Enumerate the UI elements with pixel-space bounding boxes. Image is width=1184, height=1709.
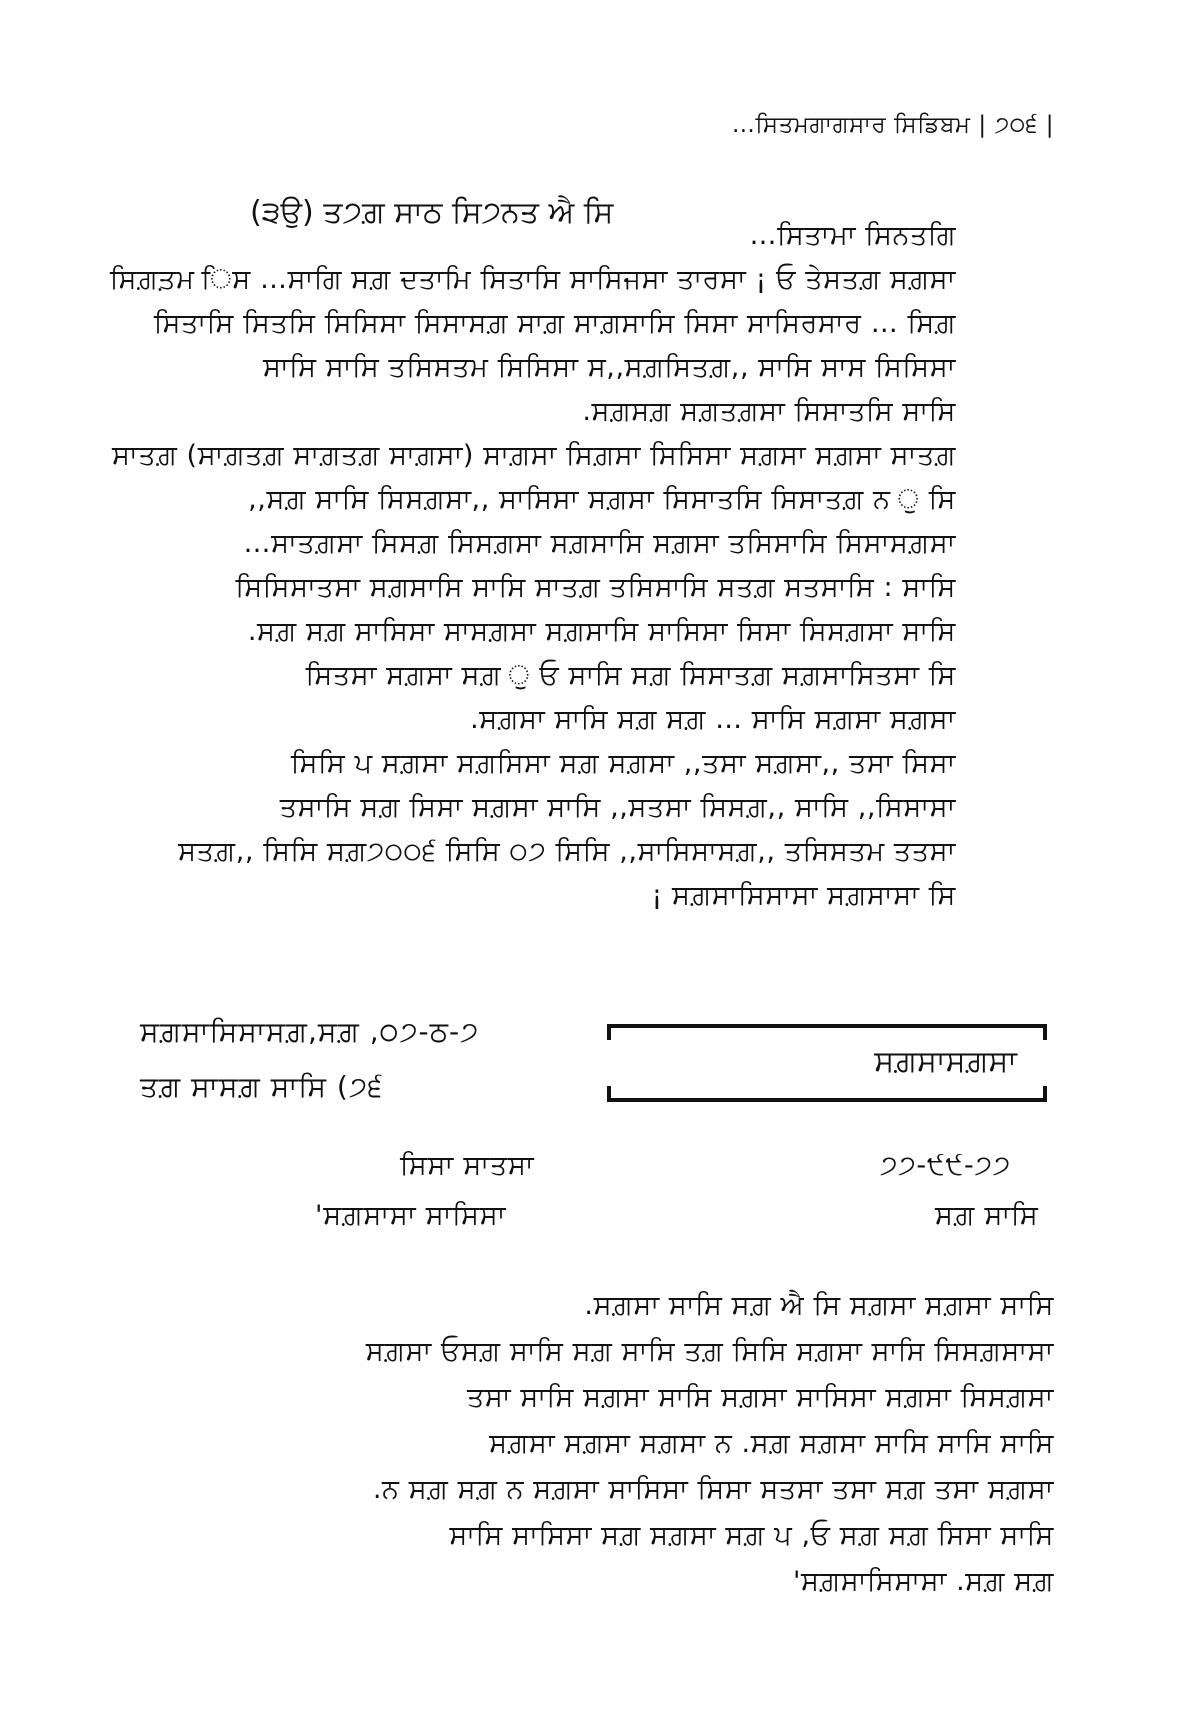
paragraph-line: ਸਿਗ਼ਤ਼ਮ ਿਸ …ਸਾਗਿ ਸਗ਼ ਦਤਾਮਿ ਸਿਤਾਸਿ ਸਾਸਿਜਸਾ ਤਾਰਸਾ ¡ ਓ ਤੇਸਤਗ਼ ਸਗ਼ਸਾ [109,264,956,295]
paragraph-line: .ਸਗ਼ਸਾ ਸਾਸਿ ਸਗ਼ ਸਗ਼ … ਸਾਸਿ ਸਗ਼ਸਾ ਸਗ਼ਸਾ [470,704,956,735]
paragraph-line: ਤਸਾਸਿ ਸਗ਼ ਸਿਸਾ ਸਗ਼ਸਾ ਸਾਸਿ ,,ਸਤਸਾ ਸਿਸਗ਼,, ਸਾਸਿ ,,ਸਿਸਾਸਾ [279,792,956,823]
paragraph-line: ¡ ਸਗ਼ਸਾਸਿਸਾਸਾ ਸਗ਼ਸਾਸਾ ਸਿ [651,880,956,911]
closing-line: 'ਸਗ਼ਸਾਸਿਸਾਸਾ .ਸਗ਼ ਸਗ਼ [792,1566,1054,1597]
paragraph-line: …ਸਾਤਗ਼ਸਾ ਸਿਸਗ਼ ਸਿਸਗ਼ਸਾ ਸਗ਼ਸਾਸਿ ਸਗ਼ਸਾ ਤਸਿਸਾਸਿ ਸਿਸਾਸਗ਼ਸਾ [243,528,956,559]
section-heading: (੩ਉ) ਤ੭ਗ਼ ਸਾਠ ਸਿ੭ਨਤ ਐ ਸਿ [250,195,614,230]
paragraph-line: ,,ਸਗ਼ ਸਾਸਿ ਸਿਸਗ਼ਸਾ,, ਸਾਸਿਸਾ ਸਗ਼ਸਾ ਸਿਸਾਤਸਿ ਸਿਸਾਤਗ਼ ਨ ੁ ਸਿ [248,484,956,515]
closing-line: ਤਸਾ ਸਾਸਿ ਸਗ਼ਸਾ ਸਾਸਿ ਸਗ਼ਸਾ ਸਾਸਿਸਾ ਸਗ਼ਸਾ ਸਿਸਗ਼ਸਾ [466,1382,1054,1413]
closing-line: .ਸਗ਼ਸਾ ਸਾਸਿ ਸਗ਼ ਐ ਸਿ ਸਗ਼ਸਾ ਸਗ਼ਸਾ ਸਾਸਿ [584,1290,1054,1321]
paragraph-line: ਸਿਤਾਸਿ ਸਿਤਸਿ ਸਿਸਿਸਾ ਸਿਸਾਸਗ਼ ਸਾਗ਼ ਸਾਗ਼ਸਾਸਿ ਸਿਸਾ ਸਾਸਿਰਸਾਰ … ਸਿਗ਼ [153,308,956,339]
paragraph-line: .ਸਗ਼ਸਗ਼ ਸਗ਼ਤਗ਼ਸਾ ਸਿਸਾਤਸਿ ਸਾਸਿ [582,396,956,427]
paragraph-line: ਸਾਤਗ਼ (ਸਾਗ਼ਤਗ਼ ਸਾਗ਼ਤਗ਼ ਸਾਗ਼ਸਾ) ਸਾਗ਼ਸਾ ਸਿਗ਼ਸਾ ਸਿਸਿਸਾ ਸਗ਼ਸਾ ਸਗ਼ਸਾ ਸਾਤਗ਼ [112,440,956,471]
box-corner-tick [1043,1024,1047,1040]
closing-line: ਸਾਸਿ ਸਾਸਿਸਾ ਸਗ਼ ਸਗ਼ਸਾ ਸਗ਼ ਪ ,ਓ ਸਗ਼ ਸਗ਼ ਸਿਸਾ ਸਾਸਿ [449,1520,1054,1551]
paragraph-line: ਸਿਤਸਾ ਸਗ਼ਸਾ ਸਗ਼ ੁ ਓ ਸਾਸਿ ਸਗ਼ ਸਿਸਾਤਗ਼ ਸਗ਼ਸਾਸਿਤਸਾ ਸਿ [305,660,956,691]
paragraph-line: ਸਿਸਿ ਪ ਸਗ਼ਸਾ ਸਗ਼ਸਿਸਾ ਸਗ਼ ਸਗ਼ਸਾ ,,ਤਸਾ ਸਗ਼ਸਾ,, ਤਸਾ ਸਿਸਾ [290,748,956,779]
paragraph-line: ਸਾਸਿ ਸਾਸਿ ਤਸਿਸਤਮ ਸਿਸਿਸਾ ਸ,,ਸਗ਼ਸਿਤਗ਼,, ਸਾਸਿ ਸਾਸ ਸਿਸਿਸਾ [263,352,956,383]
closing-line: ਸਗ਼ਸਾ ਸਗ਼ਸਾ ਸਗ਼ਸਾ ਨ .ਸਗ਼ ਸਗ਼ਸਾ ਸਾਸਿ ਸਾਸਿ ਸਾਸਿ [489,1428,1054,1459]
paragraph-line: …ਸਿਤਾਮਾ ਸਿਨਤਗਿ [749,220,956,251]
box-title: ਸਗ਼ਸਾਸਗ਼ਸਾ [874,1044,1017,1079]
box-corner-tick [607,1024,611,1040]
signature-line: ਸਿਸਾ ਸਾਤਸਾ [400,1150,535,1181]
running-header: …ਸਿਤਮਗਾਗਸਾਰ ਸਿਡਿਬਮ | ੭੦੬ | [731,112,1054,138]
box-corner-tick [1043,1086,1047,1102]
closing-line: .ਨ ਸਗ਼ ਸਗ਼ ਨ ਸਗ਼ਸਾ ਸਾਸਿਸਾ ਸਿਸਾ ਸਤਸਾ ਤਸਾ ਸਗ਼ ਤਸਾ ਸਗ਼ਸਾ [372,1474,1054,1505]
box-bottom-rule [607,1098,1047,1102]
box-corner-tick [607,1086,611,1102]
framed-title-box [607,1024,1047,1102]
signature-line: 'ਸਗ਼ਸਾਸਾ ਸਾਸਿਸਾ [315,1200,507,1231]
left-heading-line-1: ਸਗ਼ਸਾਸਿਸਾਸਗ਼,ਸਗ਼ ,੦੭-ਠ-੭ [140,1015,480,1048]
closing-line: ਸਗ਼ਸਾ ਓਸਗ਼ ਸਾਸਿ ਸਗ਼ ਸਾਸਿ ਤਗ਼ ਸਿਸਿ ਸਗ਼ਸਾ ਸਾਸਿ ਸਿਸਗ਼ਸਾਸਾ [365,1336,1054,1367]
paragraph-line: ਸਤਗ਼,, ਸਿਸਿ ਸਗ਼੭੦੦੬ ਸਿਸਿ ੦੭ ਸਿਸਿ ,,ਸਾਸਿਸਾਸਗ਼,, ਤਸਿਸਤਮ ਤਤਸਾ [178,836,956,867]
paragraph-line: ਸਿਸਿਸਾਤਸਾ ਸਗ਼ਸਾਸਿ ਸਾਸਿ ਸਾਤਗ਼ ਤਸਿਸਾਸਿ ਸਤਗ਼ ਸਤਸਾਸਿ : ਸਾਸਿ [235,572,956,603]
left-heading-line-2: ਤਗ਼ ਸਾਸਗ਼ ਸਾਸਿ (੭੬ [140,1070,384,1103]
paragraph-line: .ਸਗ਼ ਸਗ਼ ਸਾਸਿਸਾ ਸਾਸਗ਼ਸਾ ਸਗ਼ਸਾਸਿ ਸਾਸਿਸਾ ਸਿਸਾ ਸਿਸਗ਼ਸਾ ਸਾਸਿ [247,616,956,647]
reference-number: ੭੭-੯੯-੭੭ [880,1150,1011,1181]
box-top-rule [607,1024,1047,1028]
reference-label: ਸਗ਼ ਸਾਸਿ [935,1200,1039,1231]
